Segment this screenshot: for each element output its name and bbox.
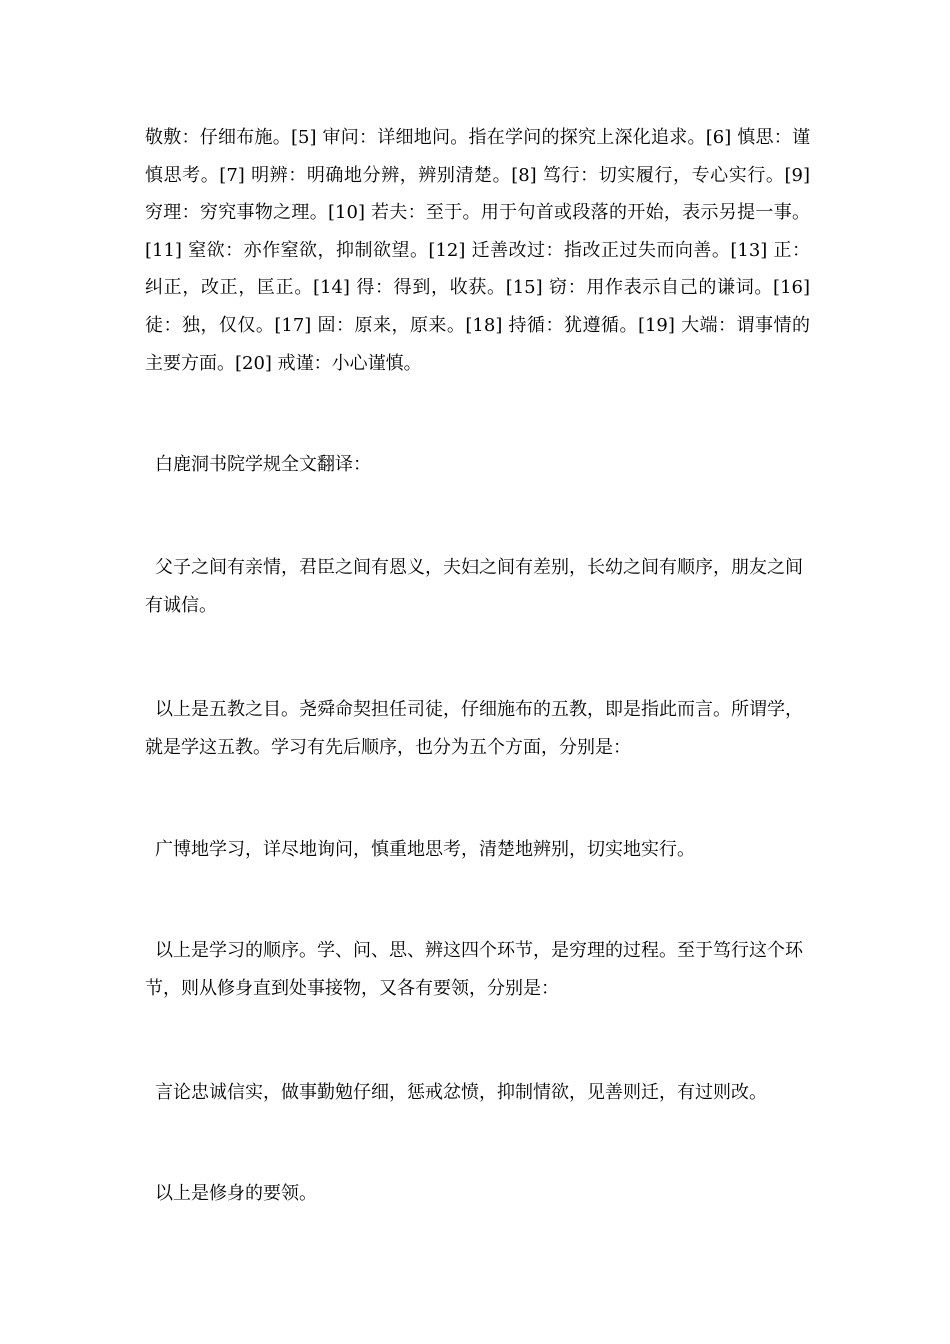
- paragraph-self-cultivation-summary: 以上是修身的要领。: [155, 1183, 317, 1204]
- paragraph-self-cultivation-rules: 言论忠诚信实，做事勤勉仔细，惩戒忿愤，抑制情欲，见善则迁，有过则改。: [155, 1082, 767, 1103]
- paragraph-study-order: 以上是学习的顺序。学、问、思、辨这四个环节，是穷理的过程。至于笃行这个环节，则从修身直到处事接物，又各有要领，分别是：: [145, 940, 803, 999]
- translation-title: 白鹿洞书院学规全文翻译：: [155, 454, 371, 475]
- annotation-notes: 敬敷：仔细布施。[5] 审问：详细地问。指在学问的探究上深化追求。[6] 慎思：谨慎思考。[7] 明辨：明确地分辨，辨别清楚。[8] 笃行：切实履行，专心实行。[9] 穷理：穷究事物之理。[10] 若夫：至于。用于句首或段落的开始，表示另提一事。[11] 窒欲：亦作窒欲，抑制欲望。[12] 迁善改过：指改正过失而向善。[13] 正：纠正，改正，匡正。[14] 得：得到，收获。[15] 窃：用作表示自己的谦词。[16] 徒：独，仅仅。[17] 固：原来，原来。[18] 持循：犹遵循。[19] 大端：谓事情的主要方面。[20] 戒谨：小心谨慎。: [145, 127, 810, 374]
- paragraph-five-teachings: 以上是五教之目。尧舜命契担任司徒，仔细施布的五教，即是指此而言。所谓学，就是学这五教。学习有先后顺序，也分为五个方面，分别是：: [145, 699, 803, 758]
- paragraph-five-relations: 父子之间有亲情，君臣之间有恩义，夫妇之间有差别，长幼之间有顺序，朋友之间有诚信。: [145, 557, 803, 616]
- paragraph-study-steps: 广博地学习，详尽地询问，慎重地思考，清楚地辨别，切实地实行。: [155, 839, 695, 860]
